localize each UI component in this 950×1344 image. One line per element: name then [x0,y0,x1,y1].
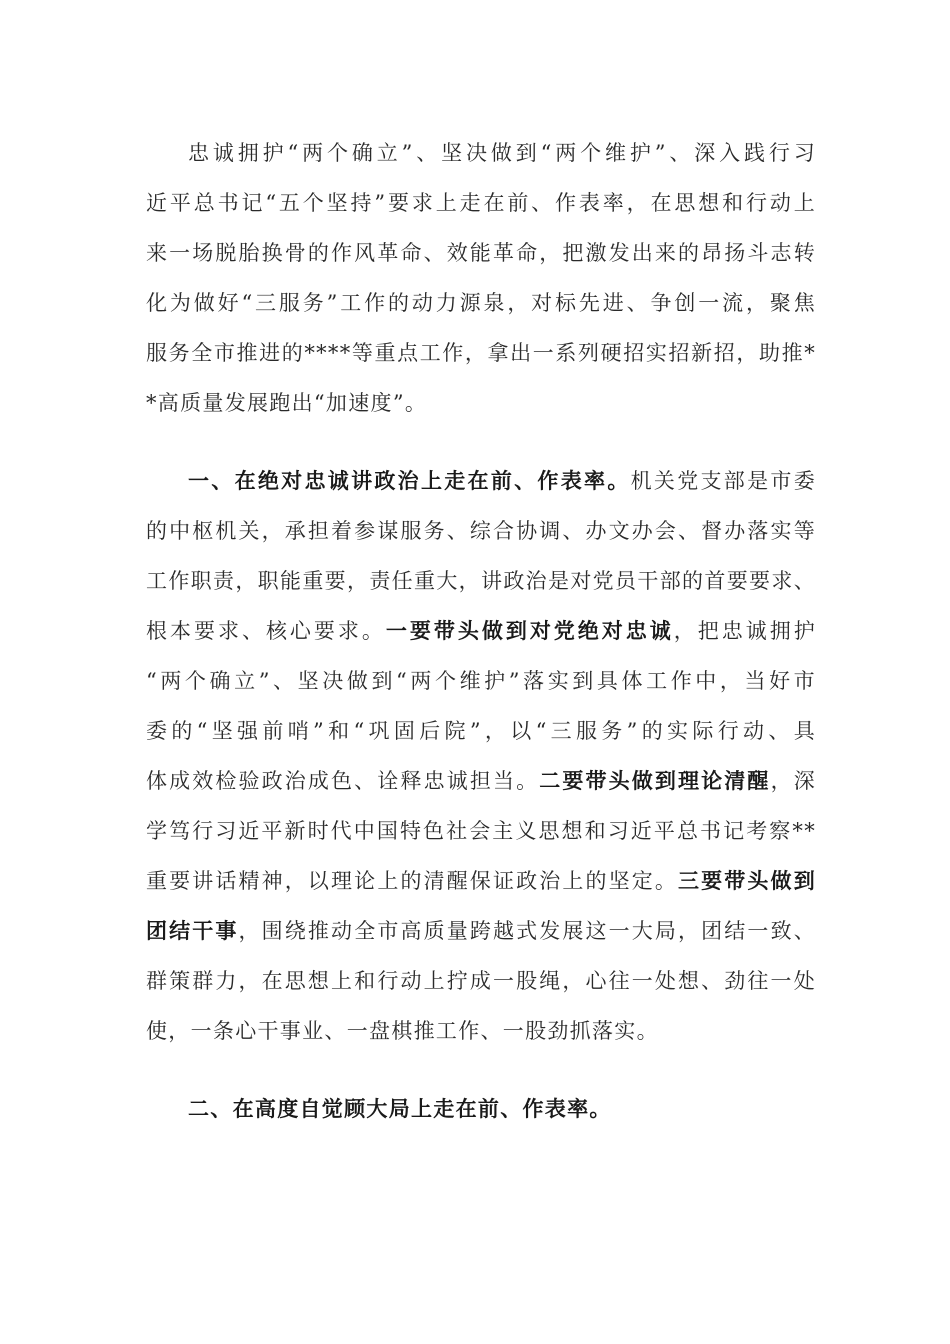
text-run: 体成效检验政治成色、诠释忠诚担当。 [146,769,540,793]
text-line: 化为做好“三服务”工作的动力源泉，对标先进、争创一流，聚焦 [146,291,816,315]
text-run: ，围绕推动全市高质量跨越式发展这一大局，团结一致、 [238,919,816,943]
text-run: ，深 [770,769,816,793]
text-line: *高质量发展跑出“加速度”。 [146,391,428,415]
text-line: 的中枢机关，承担着参谋服务、综合协调、办文办会、督办落实等 [146,519,816,543]
text-line: 学笃行习近平新时代中国特色社会主义思想和习近平总书记考察** [146,819,816,843]
text-line [146,756,816,806]
paragraph-gap [146,428,816,456]
text-line [146,906,816,956]
text-line: 来一场脱胎换骨的作风革命、效能革命，把激发出来的昂扬斗志转 [146,241,816,265]
text-line: 委的“坚强前哨”和“巩固后院”，以“三服务”的实际行动、具 [146,719,816,743]
section-one-paragraph [146,456,816,1056]
text-line: 服务全市推进的****等重点工作，拿出一系列硬招实招新招，助推* [146,341,816,365]
point-one-heading: 一要带头做到对党绝对忠诚 [385,618,674,643]
point-three-heading: 三要带头做到 [678,868,816,893]
point-three-heading-cont: 团结干事 [146,918,239,943]
point-two-heading: 二要带头做到理论清醒 [539,768,771,793]
text-line: 群策群力，在思想上和行动上拧成一股绳，心往一处想、劲往一处 [146,969,816,993]
intro-paragraph [146,128,816,428]
text-run: 重要讲话精神，以理论上的清醒保证政治上的坚定。 [146,869,679,893]
text-run: 根本要求、核心要求。 [146,619,386,643]
section-two-heading: 二、在高度自觉顾大局上走在前、作表率。 [188,1096,612,1121]
section-one-heading: 一、在绝对忠诚讲政治上走在前、作表率。 [188,468,631,493]
text-run: ，把忠诚拥护 [673,619,816,643]
text-line [146,456,816,506]
text-line: 工作职责，职能重要，责任重大，讲政治是对党员干部的首要要求、 [146,569,816,593]
section-two-paragraph [146,1084,816,1134]
text-line: 忠诚拥护“两个确立”、坚决做到“两个维护”、深入践行习 [188,141,816,165]
text-line [146,856,816,906]
text-run: 机关党支部是市委 [630,469,816,493]
paragraph-gap [146,1056,816,1084]
text-line: 使，一条心干事业、一盘棋推工作、一股劲抓落实。 [146,1019,659,1043]
text-line: 近平总书记“五个坚持”要求上走在前、作表率，在思想和行动上 [146,191,816,215]
text-line: “两个确立”、坚决做到“两个维护”落实到具体工作中，当好市 [146,669,816,693]
document-page [146,128,816,1134]
text-line [146,606,816,656]
